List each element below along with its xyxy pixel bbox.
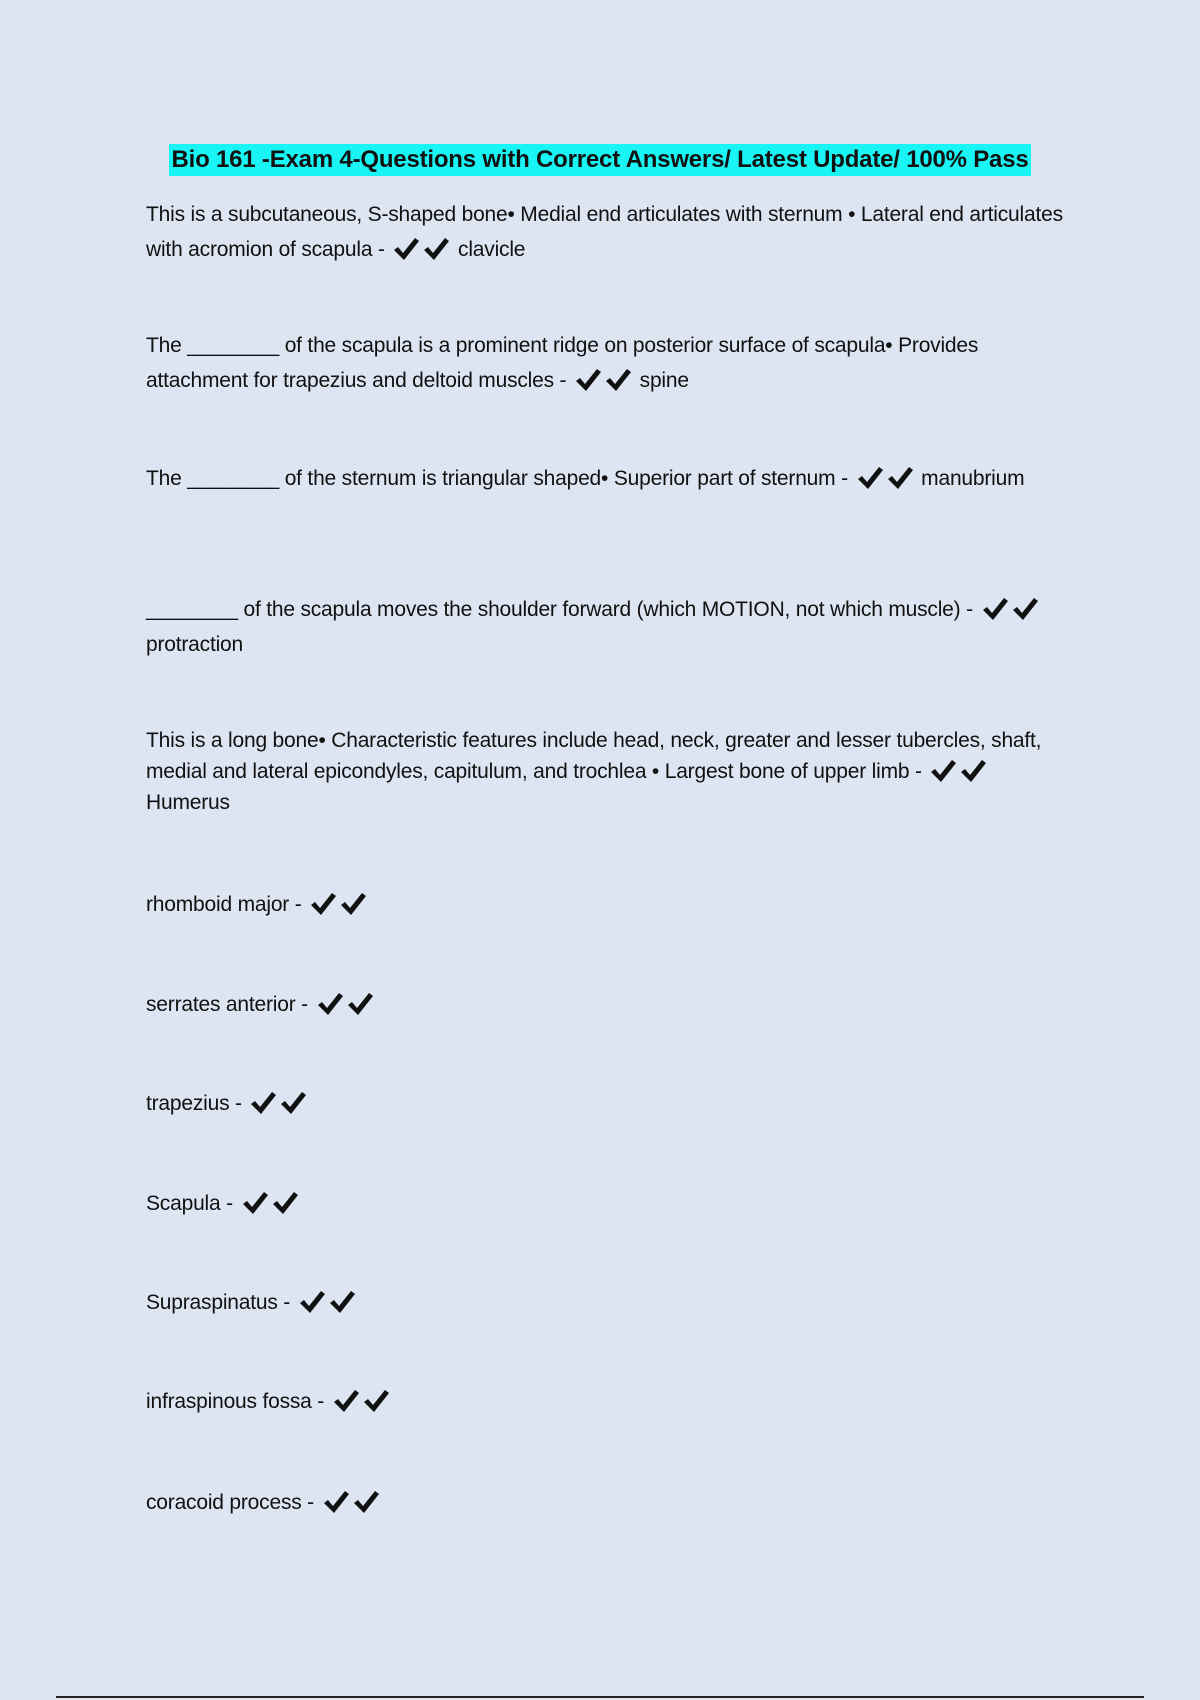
double-checkmark-icon [241,1190,299,1216]
qa-item [146,1384,1066,1419]
double-checkmark-icon [856,465,914,491]
answer-text: spine [639,369,689,392]
double-checkmark-icon [332,1388,390,1414]
question-text: This is a long bone• Characteristic features include head, neck, greater and lesser tubercles, shaft, medial and lateral epicondyles, capitulum, and trochlea • Largest bone of upper limb - [146,729,1042,783]
double-checkmark-icon [981,596,1039,622]
qa-item [146,592,1066,662]
answer-text: Humerus [146,791,230,814]
qa-item [146,461,1066,496]
question-text: rhomboid major - [146,893,302,916]
double-checkmark-icon [298,1289,356,1315]
qa-item [146,197,1066,267]
qa-item [146,725,1066,818]
document-title: Bio 161 -Exam 4-Questions with Correct Answers/ Latest Update/ 100% Pass [169,144,1030,176]
qa-item [146,328,1066,398]
double-checkmark-icon [316,991,374,1017]
answer-text: protraction [146,633,244,656]
qa-item [146,887,1066,922]
double-checkmark-icon [309,891,367,917]
qa-item [146,1186,1066,1221]
question-text: coracoid process - [146,1491,314,1514]
question-text: The ________ of the sternum is triangular shaped• Superior part of sternum - [146,467,848,490]
qa-item [146,987,1066,1022]
question-text: This is a subcutaneous, S-shaped bone• Medial end articulates with sternum • Lateral end articulates with acromion of scapula - [146,203,1063,261]
double-checkmark-icon [929,758,987,784]
answer-text: clavicle [458,238,526,261]
double-checkmark-icon [249,1090,307,1116]
question-text: Scapula - [146,1192,233,1215]
double-checkmark-icon [322,1489,380,1515]
title-wrap [0,144,1200,176]
double-checkmark-icon [574,367,632,393]
question-text: The ________ of the scapula is a prominent ridge on posterior surface of scapula• Provides attachment for trapezius and deltoid muscles - [146,334,979,392]
qa-item [146,1086,1066,1121]
question-text: trapezius - [146,1092,242,1115]
question-text: serrates anterior - [146,993,308,1016]
qa-item [146,1285,1066,1320]
question-text: ________ of the scapula moves the shoulder forward (which MOTION, not which muscle) - [146,598,973,621]
question-text: infraspinous fossa - [146,1390,325,1413]
double-checkmark-icon [392,236,450,262]
answer-text: manubrium [921,467,1025,490]
qa-item [146,1485,1066,1520]
question-text: Supraspinatus - [146,1291,291,1314]
bottom-divider [56,1696,1144,1698]
